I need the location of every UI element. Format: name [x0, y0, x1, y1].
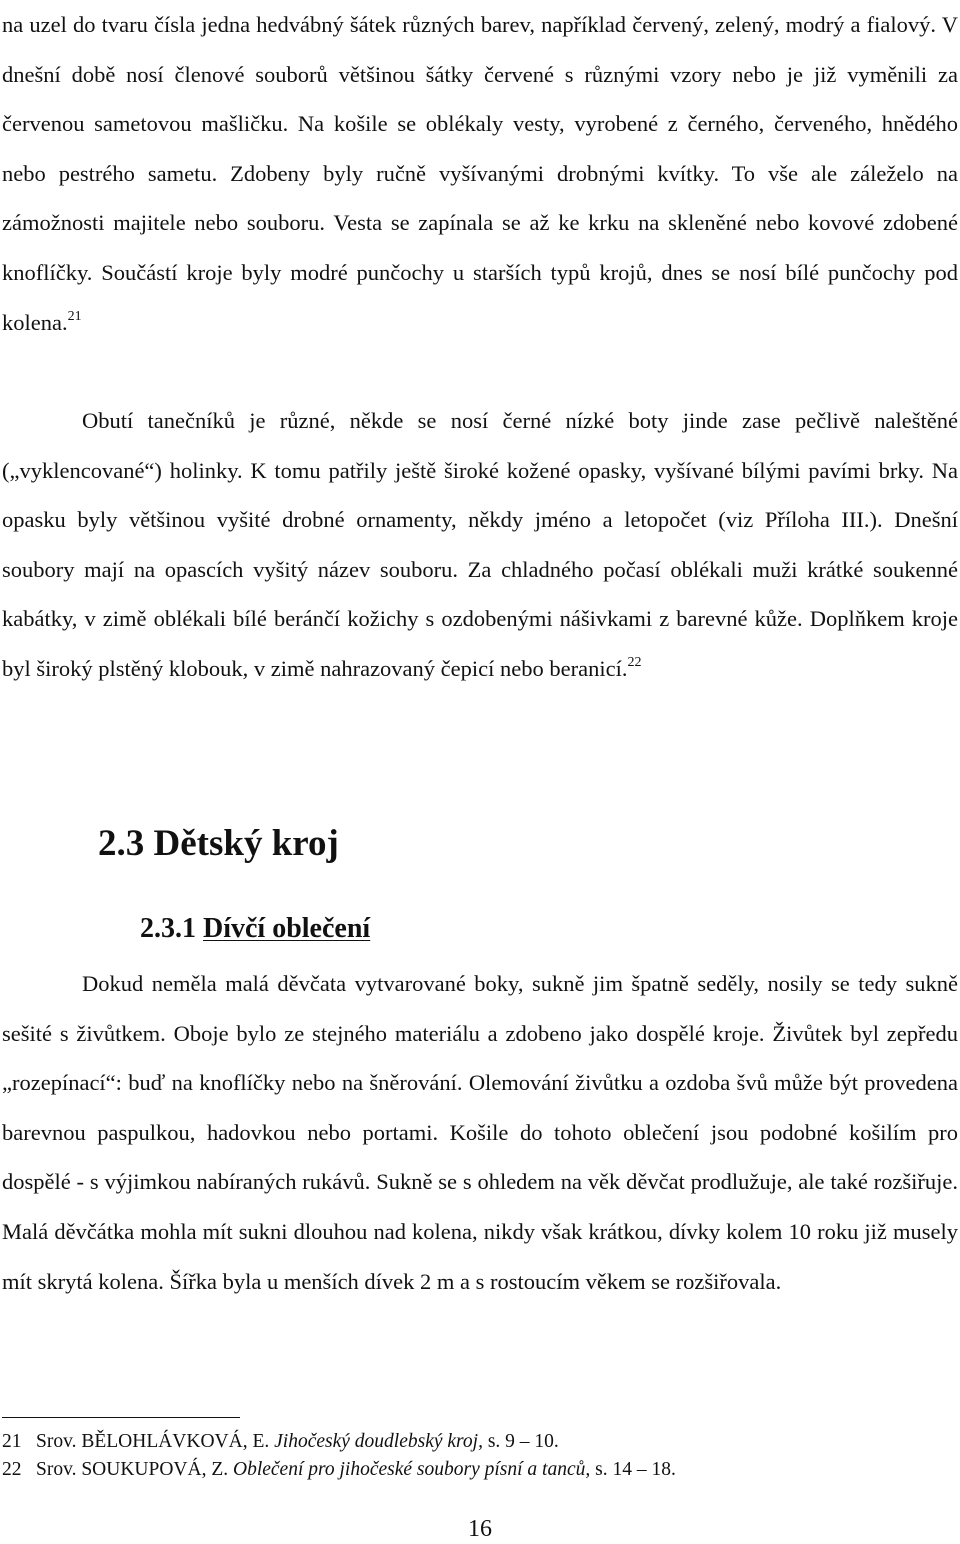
footnote-22 — [2, 1457, 676, 1483]
paragraph-footwear — [2, 396, 958, 694]
footnote-citation: Srov. BĚLOHLÁVKOVÁ, E. — [36, 1431, 275, 1452]
footnote-pages: s. 14 – 18. — [590, 1459, 676, 1480]
footnote-pages: s. 9 – 10. — [482, 1431, 559, 1452]
page-number: 16 — [468, 1516, 492, 1542]
footnote-number: 21 — [2, 1431, 22, 1452]
paragraph-text: Obutí tanečníků je různé, někde se nosí černé nízké boty jinde zase pečlivě naleštěné („vyklencované“) holinky. K tomu patřily ještě široké kožené opasky, vyšívané bílými pavími brky. Na opasku byly většinou vyšité drobné ornamenty, někdy jméno a letopočet (viz Příloha III.). Dnešní soubory mají na opascích vyšitý název souboru. Za chladného počasí oblékali muži krátké soukenné kabátky, v zimě oblékali bílé beránčí kožichy s ozdobenými nášivkami z barevné kůže. Doplňkem kroje byl široký plstěný klobouk, v zimě nahrazovaný čepicí nebo beranicí. — [2, 408, 958, 681]
paragraph-girls-clothing: Dokud neměla malá děvčata vytvarované boky, sukně jim špatně seděly, nosily se tedy sukně sešité s živůtkem. Oboje bylo ze stejného materiálu a zdobeno jako dospělé kroje. Živůtek byl zepředu „rozepínací“: buď na knoflíčky nebo na šněrování. Olemování živůtku a ozdoba švů může být provedena barevnou paspulkou, hadovkou nebo portami. Košile do tohoto oblečení jsou podobné košilím pro dospělé - s výjimkou nabíraných rukávů. Sukně se s ohledem na věk děvčat prodlužuje, ale také rozšiřuje. Malá děvčátka mohla mít sukni dlouhou nad kolena, nikdy však krátkou, dívky kolem 10 roku již musely mít skrytá kolena. Šířka byla u menších dívek 2 m a s rostoucím věkem se rozšiřovala. — [2, 971, 958, 1294]
subsection-title: Dívčí oblečení — [203, 913, 371, 944]
footnote-separator — [2, 1417, 240, 1418]
subsection-number: 2.3.1 — [140, 913, 196, 944]
footnote-number: 22 — [2, 1459, 22, 1480]
paragraph-men-costume — [2, 0, 958, 347]
footnote-book-title: Oblečení pro jihočeské soubory písní a tanců, — [233, 1459, 591, 1480]
footnote-ref-21[interactable]: 21 — [67, 308, 82, 324]
footnote-ref-22[interactable]: 22 — [627, 654, 642, 670]
section-heading: 2.3 Dětský kroj — [98, 823, 339, 864]
paragraph-text: na uzel do tvaru čísla jedna hedvábný šátek různých barev, například červený, zelený, modrý a fialový. V dnešní době nosí členové souborů většinou šátky červené s různými vzory nebo je již vyměnili za červenou sametovou mašličku. Na košile se oblékaly vesty, vyrobené z černého, červeného, hnědého nebo pestrého sametu. Zdobeny byly ručně vyšívanými drobnými kvítky. To vše ale záleželo na zámožnosti majitele nebo souboru. Vesta se zapínala se až ke krku na skleněné nebo kovové zdobené knoflíčky. Součástí kroje byly modré punčochy u starších typů krojů, dnes se nosí bílé punčochy pod kolena. — [2, 12, 958, 335]
footnote-book-title: Jihočeský doudlebský kroj, — [274, 1431, 483, 1452]
footnote-citation: Srov. SOUKUPOVÁ, Z. — [36, 1459, 233, 1480]
subsection-heading — [140, 913, 370, 945]
footnote-21 — [2, 1429, 559, 1455]
